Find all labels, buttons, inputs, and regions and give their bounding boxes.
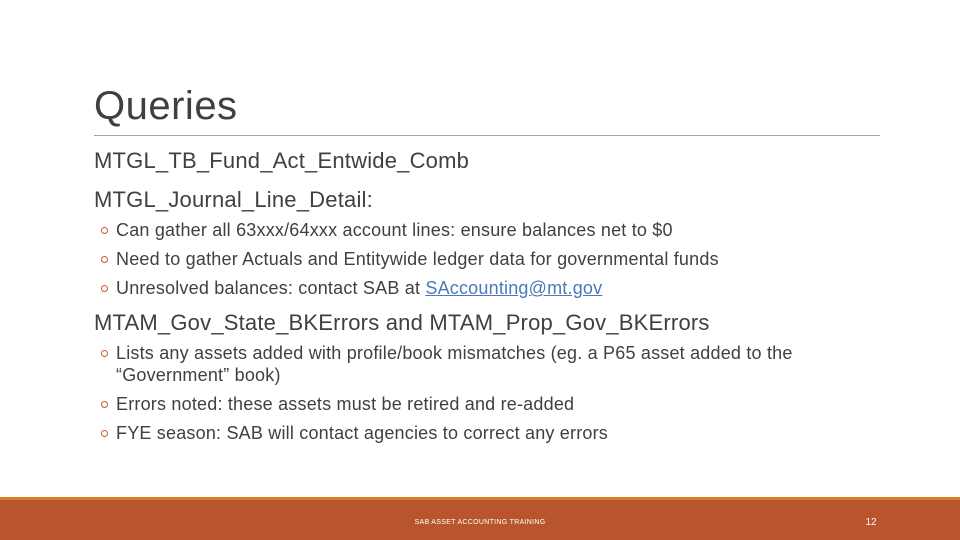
sub-bullet (94, 342, 876, 386)
bullet-icon (101, 350, 108, 357)
bullet-icon (101, 430, 108, 437)
sub-bullet (94, 277, 876, 299)
bullet-icon (101, 401, 108, 408)
sub-bullet (94, 219, 876, 241)
footer-bar (0, 500, 960, 540)
bullet-icon (101, 227, 108, 234)
content-body (94, 146, 894, 444)
sub-bullet-text: Unresolved balances: contact SAB at (116, 278, 426, 298)
email-link[interactable]: SAccounting@mt.gov (425, 278, 603, 298)
page-number: 12 (865, 517, 877, 528)
sub-bullet-text: Can gather all 63xxx/64xxx account lines: ensure balances net to $0 (116, 220, 673, 240)
sub-bullet (94, 248, 876, 270)
query-item-1: MTGL_TB_Fund_Act_Entwide_Comb (94, 148, 470, 173)
sub-bullet-text: Need to gather Actuals and Entitywide ledger data for governmental funds (116, 249, 719, 269)
bullet-icon (101, 256, 108, 263)
bullet-icon (101, 285, 108, 292)
sub-bullet (94, 393, 876, 415)
sub-bullet (94, 422, 876, 444)
sub-bullet-text: FYE season: SAB will contact agencies to correct any errors (116, 423, 609, 443)
sub-bullet-text: Lists any assets added with profile/book mismatches (eg. a P65 asset added to the “Government” book) (116, 343, 793, 385)
title-divider (94, 135, 880, 136)
footer-text: SAB ASSET ACCOUNTING TRAINING (414, 519, 546, 526)
sub-bullet-text: Errors noted: these assets must be retired and re-added (116, 394, 575, 414)
page-title: Queries (94, 84, 238, 128)
query-item-3: MTAM_Gov_State_BKErrors and MTAM_Prop_Gov_BKErrors (94, 310, 710, 335)
query-item-2: MTGL_Journal_Line_Detail: (94, 187, 373, 212)
